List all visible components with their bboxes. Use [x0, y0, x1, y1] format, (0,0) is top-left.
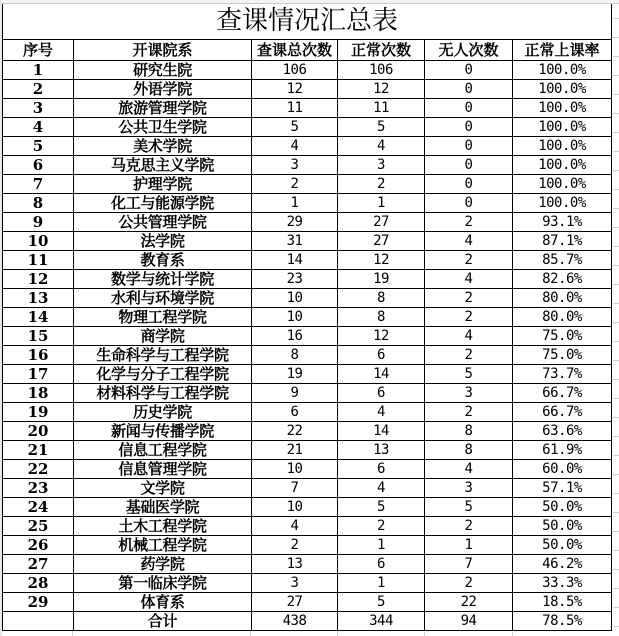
cell-attendance-rate[interactable]: 75.0%: [513, 327, 612, 346]
cell-attendance-rate[interactable]: 66.7%: [513, 384, 612, 403]
cell-index[interactable]: 7: [3, 175, 74, 194]
cell-department[interactable]: 教育系: [74, 251, 252, 270]
header-cell-empty-count[interactable]: 无人次数: [425, 40, 513, 61]
cell-index[interactable]: 3: [3, 99, 74, 118]
table-row: [3, 574, 612, 593]
cell-normal-count[interactable]: 6: [338, 555, 425, 574]
cell-index[interactable]: 24: [3, 498, 74, 517]
cell-index[interactable]: 14: [3, 308, 74, 327]
table-row: [3, 460, 612, 479]
cell-normal-count[interactable]: 1: [338, 536, 425, 555]
cell-department[interactable]: 机械工程学院: [74, 536, 252, 555]
cell-attendance-rate[interactable]: 78.5%: [513, 612, 612, 631]
table-row: [3, 61, 612, 80]
cell-empty-count[interactable]: 2: [425, 289, 513, 308]
cell-index[interactable]: 8: [3, 194, 74, 213]
cell-empty-count[interactable]: 0: [425, 175, 513, 194]
cell-normal-count[interactable]: 5: [338, 593, 425, 612]
table-row: [3, 289, 612, 308]
cell-normal-count[interactable]: 6: [338, 346, 425, 365]
table-row: [3, 555, 612, 574]
cell-index[interactable]: 12: [3, 270, 74, 289]
cell-empty-count[interactable]: 4: [425, 270, 513, 289]
table-row: [3, 479, 612, 498]
cell-index[interactable]: 28: [3, 574, 74, 593]
cell-total-checks[interactable]: 11: [252, 99, 338, 118]
cell-empty-count[interactable]: 2: [425, 517, 513, 536]
cell-empty-count[interactable]: 0: [425, 80, 513, 99]
cell-normal-count[interactable]: 1: [338, 574, 425, 593]
cell-department[interactable]: 信息管理学院: [74, 460, 252, 479]
cell-total-checks[interactable]: 27: [252, 593, 338, 612]
cell-total-checks[interactable]: 12: [252, 80, 338, 99]
table-row: [3, 270, 612, 289]
cell-attendance-rate[interactable]: 61.9%: [513, 441, 612, 460]
cell-attendance-rate[interactable]: 100.0%: [513, 80, 612, 99]
cell-attendance-rate[interactable]: 75.0%: [513, 346, 612, 365]
cell-normal-count[interactable]: 27: [338, 213, 425, 232]
cell-department[interactable]: 新闻与传播学院: [74, 422, 252, 441]
cell-normal-count[interactable]: 6: [338, 384, 425, 403]
cell-normal-count[interactable]: 14: [338, 365, 425, 384]
cell-department[interactable]: 数学与统计学院: [74, 270, 252, 289]
table-row: [3, 536, 612, 555]
cell-index[interactable]: 21: [3, 441, 74, 460]
cell-department[interactable]: 护理学院: [74, 175, 252, 194]
cell-empty-count[interactable]: 2: [425, 308, 513, 327]
cell-index[interactable]: 22: [3, 460, 74, 479]
table-body: [3, 61, 612, 631]
cell-normal-count[interactable]: 2: [338, 175, 425, 194]
cell-empty-count[interactable]: 4: [425, 460, 513, 479]
cell-total-checks[interactable]: 21: [252, 441, 338, 460]
cell-total-checks[interactable]: 7: [252, 479, 338, 498]
cell-department[interactable]: 水利与环境学院: [74, 289, 252, 308]
cell-normal-count[interactable]: 19: [338, 270, 425, 289]
cell-total-checks[interactable]: 31: [252, 232, 338, 251]
cell-attendance-rate[interactable]: 100.0%: [513, 99, 612, 118]
cell-department[interactable]: 旅游管理学院: [74, 99, 252, 118]
cell-empty-count[interactable]: 8: [425, 441, 513, 460]
cell-department[interactable]: 物理工程学院: [74, 308, 252, 327]
header-cell-normal-count[interactable]: 正常次数: [338, 40, 425, 61]
cell-attendance-rate[interactable]: 66.7%: [513, 403, 612, 422]
cell-attendance-rate[interactable]: 33.3%: [513, 574, 612, 593]
cell-total-checks[interactable]: 13: [252, 555, 338, 574]
cell-department[interactable]: 基础医学院: [74, 498, 252, 517]
cell-attendance-rate[interactable]: 100.0%: [513, 156, 612, 175]
cell-department[interactable]: 商学院: [74, 327, 252, 346]
table-row: [3, 156, 612, 175]
cell-normal-count[interactable]: 106: [338, 61, 425, 80]
table-row: [3, 251, 612, 270]
cell-normal-count[interactable]: 344: [338, 612, 425, 631]
cell-normal-count[interactable]: 8: [338, 289, 425, 308]
cell-empty-count[interactable]: 2: [425, 213, 513, 232]
cell-empty-count[interactable]: 3: [425, 479, 513, 498]
cell-department[interactable]: 生命科学与工程学院: [74, 346, 252, 365]
table-row: [3, 384, 612, 403]
cell-attendance-rate[interactable]: 100.0%: [513, 137, 612, 156]
cell-total-checks[interactable]: 29: [252, 213, 338, 232]
table-row: [3, 365, 612, 384]
cell-normal-count[interactable]: 12: [338, 327, 425, 346]
cell-department[interactable]: 第一临床学院: [74, 574, 252, 593]
table-row: [3, 137, 612, 156]
table-row: [3, 99, 612, 118]
cell-total-checks[interactable]: 4: [252, 517, 338, 536]
cell-attendance-rate[interactable]: 100.0%: [513, 61, 612, 80]
cell-index[interactable]: 5: [3, 137, 74, 156]
cell-attendance-rate[interactable]: 80.0%: [513, 289, 612, 308]
cell-department[interactable]: 法学院: [74, 232, 252, 251]
cell-department[interactable]: 文学院: [74, 479, 252, 498]
cell-total-checks[interactable]: 2: [252, 536, 338, 555]
cell-department[interactable]: 信息工程学院: [74, 441, 252, 460]
header-cell-attendance-rate[interactable]: 正常上课率: [513, 40, 612, 61]
cell-normal-count[interactable]: 5: [338, 118, 425, 137]
cell-total-checks[interactable]: 14: [252, 251, 338, 270]
cell-empty-count[interactable]: 2: [425, 403, 513, 422]
cell-attendance-rate[interactable]: 60.0%: [513, 460, 612, 479]
cell-attendance-rate[interactable]: 73.7%: [513, 365, 612, 384]
cell-total-checks[interactable]: 4: [252, 137, 338, 156]
cell-empty-count[interactable]: 2: [425, 346, 513, 365]
cell-index[interactable]: 10: [3, 232, 74, 251]
cell-normal-count[interactable]: 27: [338, 232, 425, 251]
header-cell-index[interactable]: 序号: [3, 40, 74, 61]
cell-normal-count[interactable]: 2: [338, 517, 425, 536]
cell-department[interactable]: 外语学院: [74, 80, 252, 99]
table-row: [3, 308, 612, 327]
cell-attendance-rate[interactable]: 82.6%: [513, 270, 612, 289]
table-row: [3, 327, 612, 346]
cell-normal-count[interactable]: 4: [338, 403, 425, 422]
summary-table: [2, 4, 612, 631]
header-row: [3, 40, 612, 61]
cell-attendance-rate[interactable]: 93.1%: [513, 213, 612, 232]
cell-attendance-rate[interactable]: 57.1%: [513, 479, 612, 498]
cell-total-checks[interactable]: 10: [252, 289, 338, 308]
cell-total-checks[interactable]: 2: [252, 175, 338, 194]
cell-normal-count[interactable]: 12: [338, 251, 425, 270]
total-row: [3, 612, 612, 631]
cell-empty-count[interactable]: 4: [425, 327, 513, 346]
cell-department[interactable]: 药学院: [74, 555, 252, 574]
cell-index[interactable]: 15: [3, 327, 74, 346]
cell-attendance-rate[interactable]: 50.0%: [513, 536, 612, 555]
cell-total-checks[interactable]: 10: [252, 460, 338, 479]
cell-attendance-rate[interactable]: 87.1%: [513, 232, 612, 251]
cell-empty-count[interactable]: 1: [425, 536, 513, 555]
cell-index[interactable]: 27: [3, 555, 74, 574]
cell-normal-count[interactable]: 3: [338, 156, 425, 175]
cell-total-checks[interactable]: 6: [252, 403, 338, 422]
cell-empty-count[interactable]: 0: [425, 137, 513, 156]
cell-department[interactable]: 合计: [74, 612, 252, 631]
cell-index[interactable]: 26: [3, 536, 74, 555]
cell-attendance-rate[interactable]: 100.0%: [513, 194, 612, 213]
cell-department[interactable]: 历史学院: [74, 403, 252, 422]
cell-total-checks[interactable]: 3: [252, 156, 338, 175]
cell-empty-count[interactable]: 0: [425, 99, 513, 118]
cell-index[interactable]: 2: [3, 80, 74, 99]
cell-index[interactable]: 4: [3, 118, 74, 137]
table-row: [3, 498, 612, 517]
gridlines-right: [613, 0, 619, 636]
cell-attendance-rate[interactable]: 100.0%: [513, 175, 612, 194]
cell-total-checks[interactable]: 9: [252, 384, 338, 403]
cell-index[interactable]: [3, 612, 74, 631]
cell-total-checks[interactable]: 10: [252, 308, 338, 327]
cell-empty-count[interactable]: 22: [425, 593, 513, 612]
cell-department[interactable]: 公共管理学院: [74, 213, 252, 232]
table-title[interactable]: 查课情况汇总表: [3, 4, 612, 40]
cell-total-checks[interactable]: 438: [252, 612, 338, 631]
cell-empty-count[interactable]: 94: [425, 612, 513, 631]
cell-index[interactable]: 19: [3, 403, 74, 422]
cell-attendance-rate[interactable]: 63.6%: [513, 422, 612, 441]
cell-normal-count[interactable]: 1: [338, 194, 425, 213]
cell-total-checks[interactable]: 19: [252, 365, 338, 384]
table-row: [3, 593, 612, 612]
table-row: [3, 175, 612, 194]
cell-attendance-rate[interactable]: 85.7%: [513, 251, 612, 270]
cell-index[interactable]: 25: [3, 517, 74, 536]
cell-index[interactable]: 20: [3, 422, 74, 441]
cell-department[interactable]: 化工与能源学院: [74, 194, 252, 213]
cell-normal-count[interactable]: 8: [338, 308, 425, 327]
cell-department[interactable]: 公共卫生学院: [74, 118, 252, 137]
cell-total-checks[interactable]: 1: [252, 194, 338, 213]
cell-index[interactable]: 29: [3, 593, 74, 612]
cell-attendance-rate[interactable]: 50.0%: [513, 517, 612, 536]
cell-normal-count[interactable]: 5: [338, 498, 425, 517]
cell-attendance-rate[interactable]: 50.0%: [513, 498, 612, 517]
cell-index[interactable]: 13: [3, 289, 74, 308]
cell-department[interactable]: 材料科学与工程学院: [74, 384, 252, 403]
table-row: [3, 422, 612, 441]
cell-index[interactable]: 11: [3, 251, 74, 270]
cell-total-checks[interactable]: 106: [252, 61, 338, 80]
cell-empty-count[interactable]: 3: [425, 384, 513, 403]
gridlines-bottom: [0, 631, 619, 636]
cell-department[interactable]: 美术学院: [74, 137, 252, 156]
cell-index[interactable]: 6: [3, 156, 74, 175]
cell-empty-count[interactable]: 0: [425, 61, 513, 80]
header-cell-total-checks[interactable]: 查课总次数: [252, 40, 338, 61]
cell-normal-count[interactable]: 12: [338, 80, 425, 99]
table-row: [3, 80, 612, 99]
cell-department[interactable]: 土木工程学院: [74, 517, 252, 536]
cell-empty-count[interactable]: 8: [425, 422, 513, 441]
table-row: [3, 517, 612, 536]
cell-normal-count[interactable]: 13: [338, 441, 425, 460]
table-row: [3, 118, 612, 137]
cell-normal-count[interactable]: 6: [338, 460, 425, 479]
cell-total-checks[interactable]: 16: [252, 327, 338, 346]
cell-total-checks[interactable]: 5: [252, 118, 338, 137]
table-row: [3, 232, 612, 251]
cell-empty-count[interactable]: 5: [425, 498, 513, 517]
cell-normal-count[interactable]: 14: [338, 422, 425, 441]
cell-department[interactable]: 化学与分子工程学院: [74, 365, 252, 384]
cell-empty-count[interactable]: 0: [425, 156, 513, 175]
cell-index[interactable]: 23: [3, 479, 74, 498]
cell-normal-count[interactable]: 11: [338, 99, 425, 118]
table-row: [3, 441, 612, 460]
cell-empty-count[interactable]: 2: [425, 574, 513, 593]
table-row: [3, 194, 612, 213]
cell-index[interactable]: 18: [3, 384, 74, 403]
cell-total-checks[interactable]: 3: [252, 574, 338, 593]
cell-attendance-rate[interactable]: 18.5%: [513, 593, 612, 612]
cell-department[interactable]: 马克思主义学院: [74, 156, 252, 175]
header-cell-department[interactable]: 开课院系: [74, 40, 252, 61]
cell-total-checks[interactable]: 10: [252, 498, 338, 517]
table-row: [3, 403, 612, 422]
cell-normal-count[interactable]: 4: [338, 479, 425, 498]
cell-index[interactable]: 9: [3, 213, 74, 232]
cell-empty-count[interactable]: 5: [425, 365, 513, 384]
cell-empty-count[interactable]: 7: [425, 555, 513, 574]
cell-attendance-rate[interactable]: 80.0%: [513, 308, 612, 327]
cell-attendance-rate[interactable]: 46.2%: [513, 555, 612, 574]
cell-index[interactable]: 17: [3, 365, 74, 384]
cell-empty-count[interactable]: 2: [425, 251, 513, 270]
cell-total-checks[interactable]: 23: [252, 270, 338, 289]
cell-department[interactable]: 研究生院: [74, 61, 252, 80]
cell-total-checks[interactable]: 22: [252, 422, 338, 441]
cell-normal-count[interactable]: 4: [338, 137, 425, 156]
table-row: [3, 213, 612, 232]
cell-attendance-rate[interactable]: 100.0%: [513, 118, 612, 137]
cell-department[interactable]: 体育系: [74, 593, 252, 612]
cell-empty-count[interactable]: 4: [425, 232, 513, 251]
cell-index[interactable]: 1: [3, 61, 74, 80]
table-row: [3, 346, 612, 365]
cell-index[interactable]: 16: [3, 346, 74, 365]
cell-total-checks[interactable]: 8: [252, 346, 338, 365]
title-row: [3, 4, 612, 40]
cell-empty-count[interactable]: 0: [425, 118, 513, 137]
cell-empty-count[interactable]: 0: [425, 194, 513, 213]
